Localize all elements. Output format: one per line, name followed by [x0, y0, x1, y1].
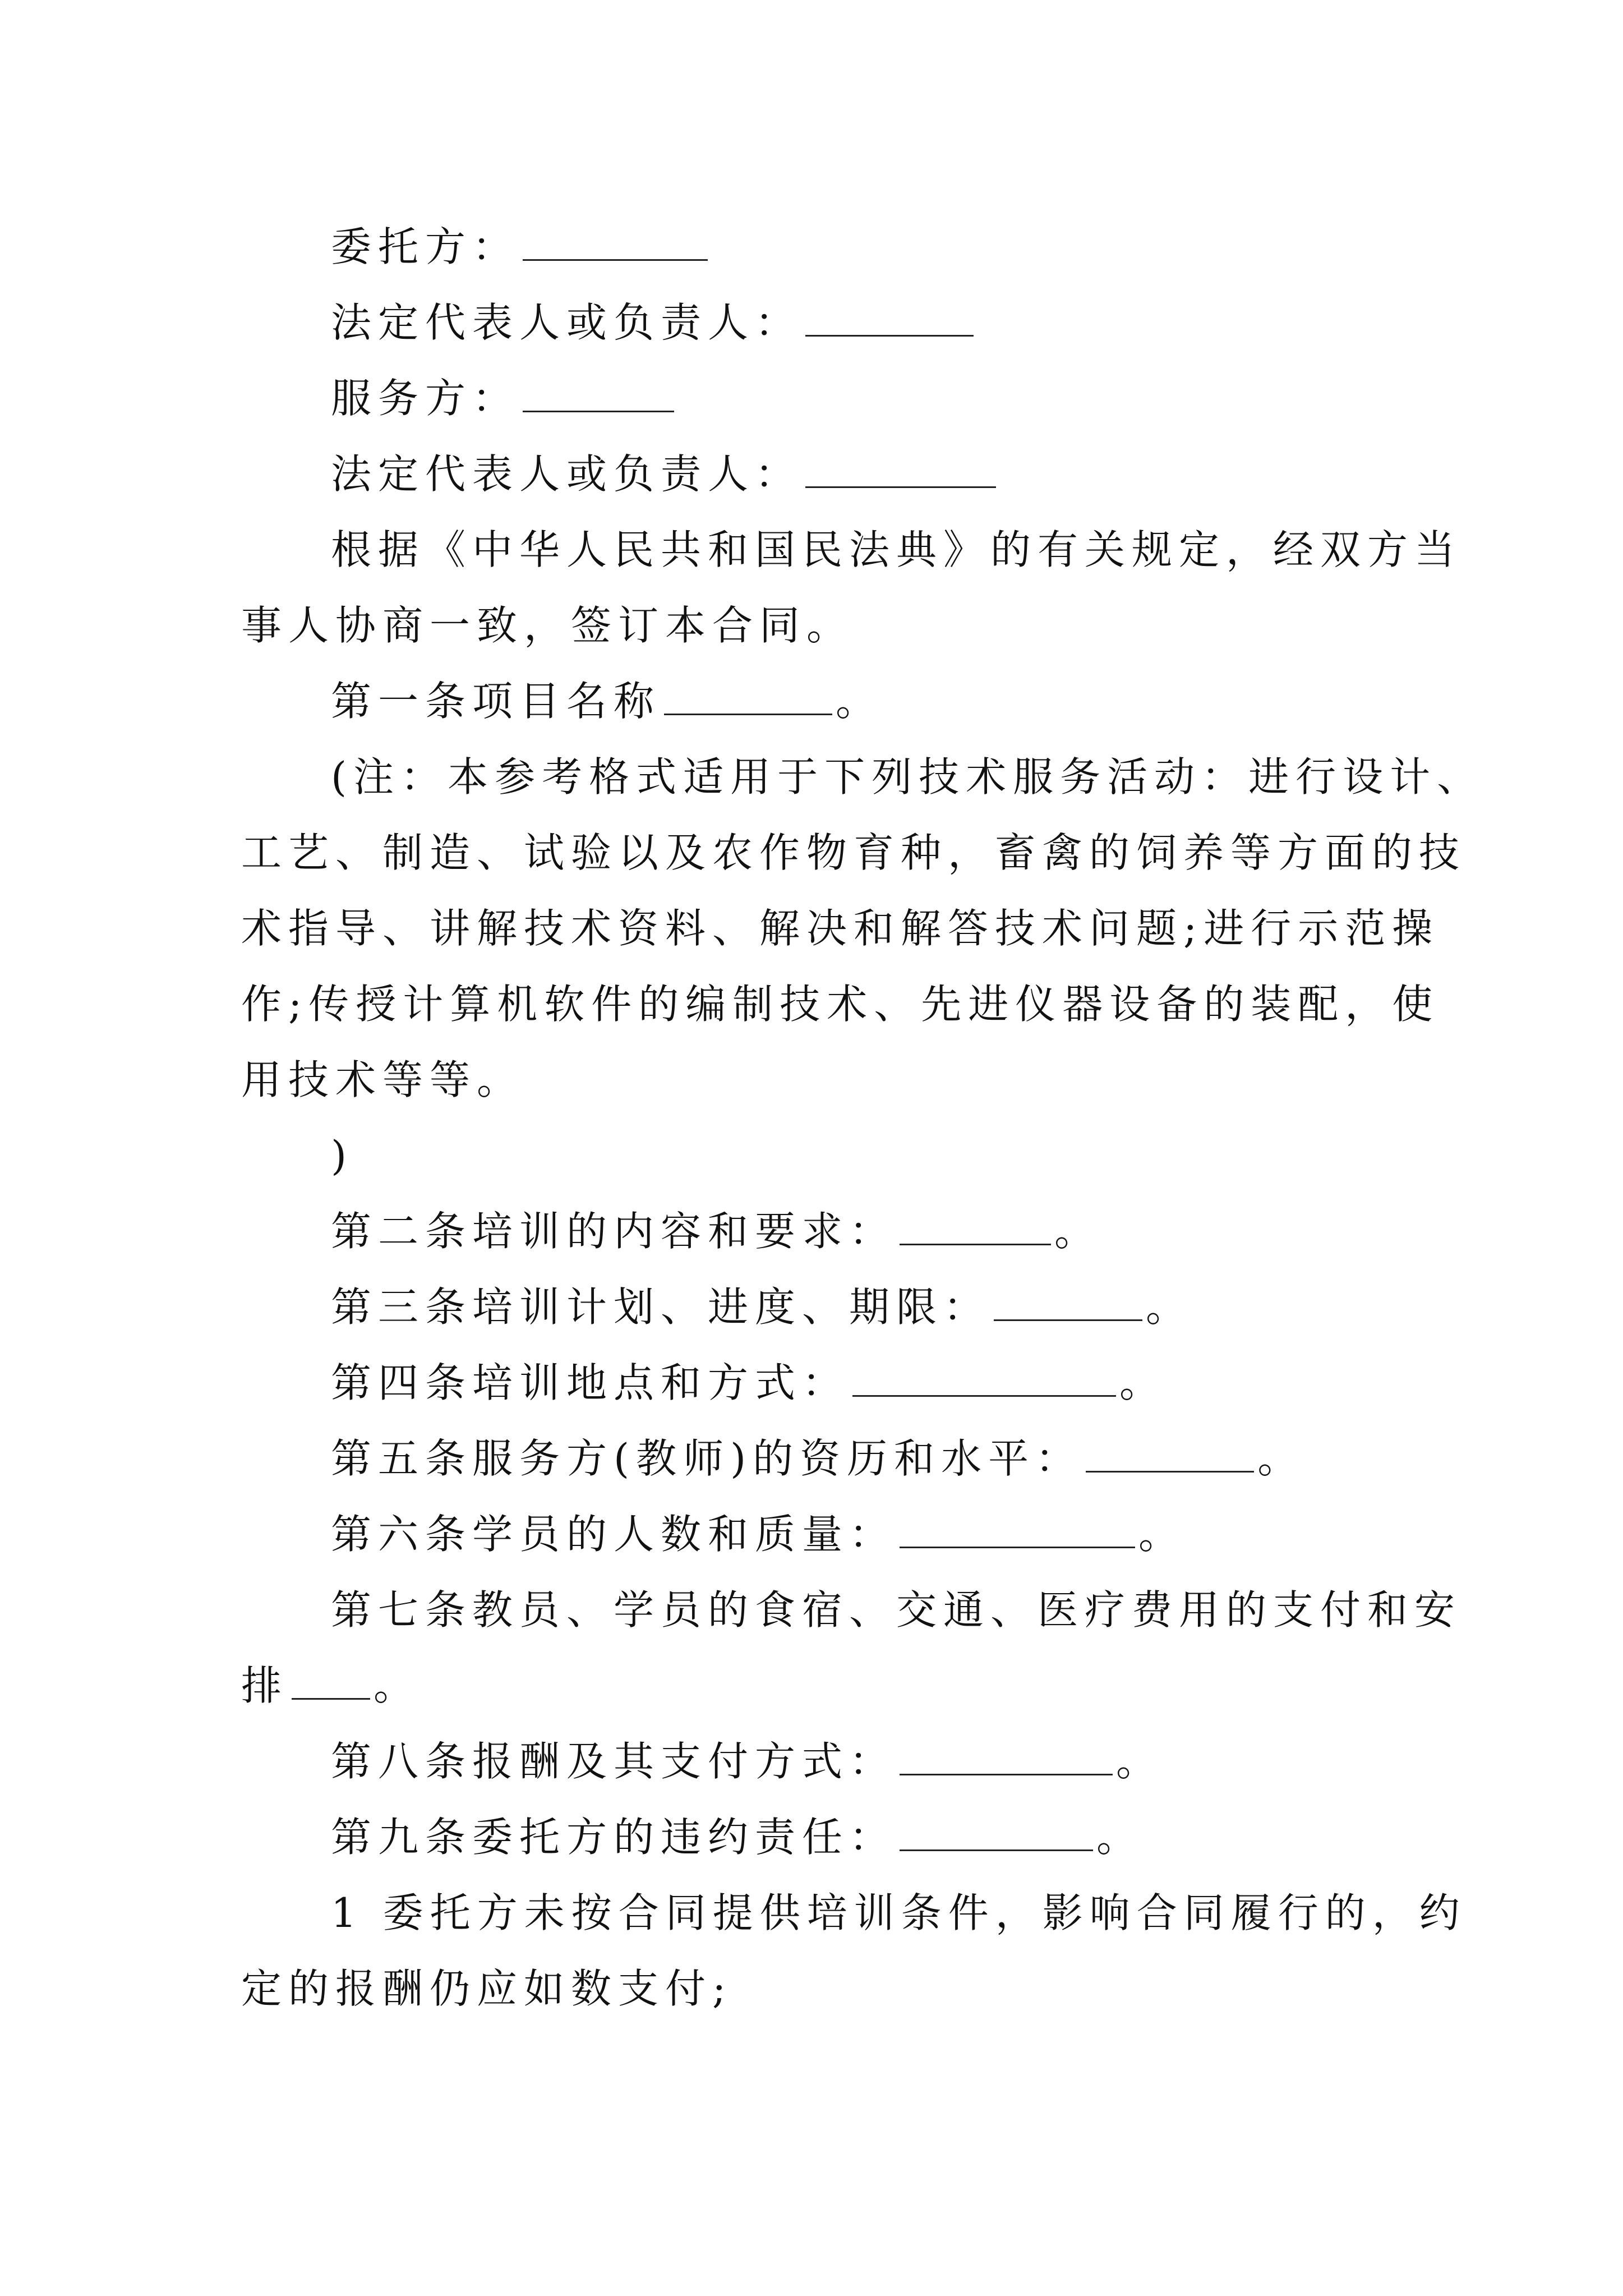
note-close: ) — [331, 1132, 354, 1179]
project-name-blank[interactable] — [664, 680, 832, 715]
provider-blank[interactable] — [523, 377, 674, 412]
article-2-blank[interactable] — [900, 1210, 1051, 1245]
article-1 — [331, 670, 883, 732]
article-7-line-2 — [241, 1655, 421, 1717]
provider-rep-blank[interactable] — [805, 453, 996, 488]
article-9 — [331, 1806, 1144, 1868]
article-8-blank[interactable] — [900, 1740, 1113, 1775]
article-8 — [331, 1731, 1163, 1792]
article-5-text: 第五条服务方(教师)的资历和水平： — [331, 1435, 1083, 1482]
article-2-text: 第二条培训的内容和要求： — [331, 1208, 897, 1255]
provider-rep-line — [331, 443, 999, 505]
article-5-end: 。 — [1257, 1435, 1305, 1482]
note-line-3: 术指导、讲解技术资料、解决和解答技术问题;进行示范操 — [241, 905, 1440, 952]
client-rep-blank[interactable] — [805, 301, 974, 337]
article-3-blank[interactable] — [994, 1286, 1142, 1321]
article-3-text: 第三条培训计划、进度、期限： — [331, 1283, 991, 1331]
article-9-text: 第九条委托方的违约责任： — [331, 1814, 897, 1861]
article-6-end: 。 — [1138, 1511, 1186, 1558]
article-7-end: 。 — [374, 1662, 421, 1709]
article-5-blank[interactable] — [1086, 1437, 1254, 1473]
client-blank[interactable] — [523, 226, 708, 261]
note-line-2: 工艺、制造、试验以及农作物育种，畜禽的饲养等方面的技 — [241, 829, 1467, 876]
clause-1-line-2: 定的报酬仍应如数支付; — [241, 1965, 733, 2012]
client-label: 委托方： — [331, 223, 520, 270]
article-3 — [331, 1276, 1193, 1338]
provider-label: 服务方： — [331, 375, 520, 422]
article-2-end: 。 — [1054, 1208, 1102, 1255]
article-8-end: 。 — [1116, 1738, 1164, 1785]
preamble-line-1: 根据《中华人民共和国民法典》的有关规定，经双方当 — [331, 526, 1462, 573]
article-6-text: 第六条学员的人数和质量： — [331, 1511, 897, 1558]
article-6-blank[interactable] — [900, 1513, 1135, 1548]
article-4 — [331, 1352, 1166, 1414]
article-7-line-1: 第七条教员、学员的食宿、交通、医疗费用的支付和安 — [331, 1586, 1462, 1634]
note-line-5: 用技术等等。 — [241, 1056, 524, 1103]
article-5 — [331, 1428, 1304, 1489]
provider-line — [331, 367, 677, 429]
clause-1-line-1: 1 委托方未按合同提供培训条件，影响合同履行的，约 — [331, 1889, 1467, 1936]
article-1-text: 第一条项目名称 — [331, 678, 661, 725]
article-8-text: 第八条报酬及其支付方式： — [331, 1738, 897, 1785]
client-rep-label: 法定代表人或负责人： — [331, 299, 803, 346]
article-9-end: 。 — [1096, 1814, 1144, 1861]
article-4-text: 第四条培训地点和方式： — [331, 1359, 850, 1406]
note-line-4: 作;传授计算机软件的编制技术、先进仪器设备的装配，使 — [241, 981, 1440, 1028]
provider-rep-label: 法定代表人或负责人： — [331, 450, 803, 498]
client-line — [331, 216, 711, 278]
article-9-blank[interactable] — [900, 1816, 1093, 1851]
client-rep-line — [331, 292, 977, 353]
article-7-text: 排 — [241, 1662, 289, 1709]
article-2 — [331, 1200, 1101, 1262]
article-7-blank[interactable] — [292, 1664, 370, 1700]
note-line-1: (注：本参考格式适用于下列技术服务活动：进行设计、 — [331, 753, 1484, 800]
article-4-blank[interactable] — [852, 1361, 1116, 1397]
article-6 — [331, 1503, 1186, 1565]
preamble-line-2: 事人协商一致，签订本合同。 — [241, 602, 854, 649]
article-1-end: 。 — [836, 678, 883, 725]
article-3-end: 。 — [1146, 1283, 1193, 1331]
article-4-end: 。 — [1119, 1359, 1167, 1406]
